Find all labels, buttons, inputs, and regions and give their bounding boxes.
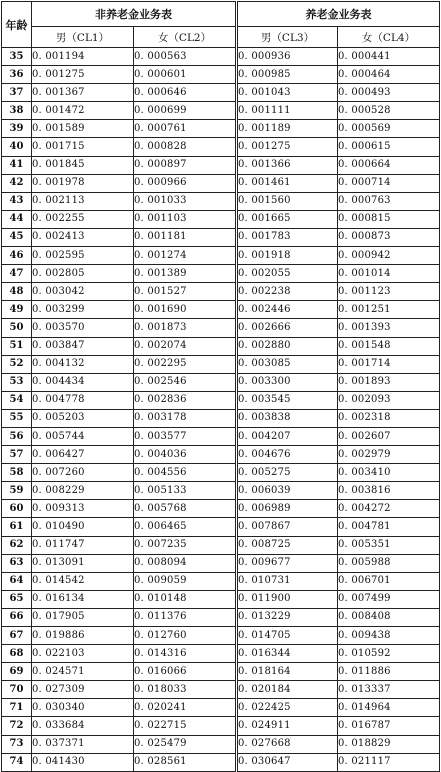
rate-cell-cl3: 0. 018164 (237, 663, 338, 681)
rate-cell-cl4: 0. 001893 (338, 373, 440, 391)
rate-cell-cl1: 0. 010490 (32, 518, 134, 536)
rate-cell-cl2: 0. 010148 (134, 590, 237, 608)
rate-cell-cl1: 0. 001367 (32, 84, 134, 102)
rate-cell-cl4: 0. 000873 (338, 228, 440, 246)
rate-cell-cl2: 0. 002074 (134, 337, 237, 355)
table-row (2, 156, 440, 174)
age-cell: 38 (2, 102, 32, 120)
pension-group-header: 养老金业务表 (237, 2, 440, 27)
age-cell: 46 (2, 247, 32, 265)
rate-cell-cl2: 0. 005768 (134, 500, 237, 518)
rate-cell-cl1: 0. 001715 (32, 138, 134, 156)
rate-cell-cl4: 0. 000528 (338, 102, 440, 120)
table-row (2, 446, 440, 464)
rate-cell-cl3: 0. 008725 (237, 536, 338, 554)
rate-cell-cl2: 0. 004036 (134, 446, 237, 464)
age-column-header: 年龄 (2, 2, 32, 48)
rate-cell-cl2: 0. 016066 (134, 663, 237, 681)
rate-cell-cl2: 0. 001690 (134, 301, 237, 319)
rate-cell-cl1: 0. 041430 (32, 753, 134, 771)
rate-cell-cl3: 0. 003545 (237, 391, 338, 409)
mortality-table (1, 1, 440, 772)
table-row (2, 717, 440, 735)
rate-cell-cl1: 0. 001194 (32, 48, 134, 66)
rate-cell-cl1: 0. 033684 (32, 717, 134, 735)
rate-cell-cl2: 0. 001274 (134, 247, 237, 265)
table-row (2, 554, 440, 572)
table-row (2, 48, 440, 66)
rate-cell-cl3: 0. 001918 (237, 247, 338, 265)
rate-cell-cl2: 0. 002836 (134, 391, 237, 409)
age-cell: 51 (2, 337, 32, 355)
non-pension-group-header: 非养老金业务表 (32, 2, 237, 27)
rate-cell-cl4: 0. 000664 (338, 156, 440, 174)
rate-cell-cl4: 0. 000615 (338, 138, 440, 156)
age-cell: 69 (2, 663, 32, 681)
table-row (2, 735, 440, 753)
rate-cell-cl2: 0. 006465 (134, 518, 237, 536)
table-row (2, 518, 440, 536)
rate-cell-cl2: 0. 009059 (134, 572, 237, 590)
rate-cell-cl1: 0. 003570 (32, 319, 134, 337)
rate-cell-cl1: 0. 009313 (32, 500, 134, 518)
rate-cell-cl4: 0. 001123 (338, 283, 440, 301)
rate-cell-cl1: 0. 003042 (32, 283, 134, 301)
rate-cell-cl3: 0. 014705 (237, 627, 338, 645)
rate-cell-cl2: 0. 001873 (134, 319, 237, 337)
rate-cell-cl4: 0. 003816 (338, 482, 440, 500)
rate-cell-cl3: 0. 011900 (237, 590, 338, 608)
rate-cell-cl1: 0. 022103 (32, 645, 134, 663)
age-cell: 39 (2, 120, 32, 138)
table-row (2, 590, 440, 608)
rate-cell-cl3: 0. 001275 (237, 138, 338, 156)
age-cell: 56 (2, 427, 32, 445)
rate-cell-cl4: 0. 011886 (338, 663, 440, 681)
rate-cell-cl3: 0. 005275 (237, 464, 338, 482)
rate-cell-cl2: 0. 000699 (134, 102, 237, 120)
rate-cell-cl2: 0. 018033 (134, 681, 237, 699)
rate-cell-cl2: 0. 001527 (134, 283, 237, 301)
table-row (2, 753, 440, 771)
rate-cell-cl3: 0. 009677 (237, 554, 338, 572)
rate-cell-cl3: 0. 001366 (237, 156, 338, 174)
rate-cell-cl3: 0. 030647 (237, 753, 338, 771)
rate-cell-cl4: 0. 000464 (338, 66, 440, 84)
age-cell: 45 (2, 228, 32, 246)
rate-cell-cl1: 0. 016134 (32, 590, 134, 608)
age-cell: 67 (2, 627, 32, 645)
rate-cell-cl1: 0. 002595 (32, 247, 134, 265)
age-cell: 55 (2, 409, 32, 427)
table-row (2, 301, 440, 319)
rate-cell-cl3: 0. 013229 (237, 608, 338, 626)
rate-cell-cl3: 0. 001783 (237, 228, 338, 246)
rate-cell-cl4: 0. 004272 (338, 500, 440, 518)
table-row (2, 84, 440, 102)
age-cell: 64 (2, 572, 32, 590)
age-cell: 47 (2, 265, 32, 283)
rate-cell-cl3: 0. 001665 (237, 210, 338, 228)
table-row (2, 409, 440, 427)
rate-cell-cl1: 0. 005744 (32, 427, 134, 445)
table-row (2, 627, 440, 645)
rate-cell-cl4: 0. 000942 (338, 247, 440, 265)
rate-cell-cl2: 0. 000897 (134, 156, 237, 174)
age-cell: 71 (2, 699, 32, 717)
age-cell: 62 (2, 536, 32, 554)
rate-cell-cl1: 0. 024571 (32, 663, 134, 681)
age-cell: 61 (2, 518, 32, 536)
rate-cell-cl2: 0. 000966 (134, 174, 237, 192)
age-cell: 60 (2, 500, 32, 518)
rate-cell-cl4: 0. 013337 (338, 681, 440, 699)
table-row (2, 699, 440, 717)
rate-cell-cl1: 0. 005203 (32, 409, 134, 427)
rate-cell-cl1: 0. 001978 (32, 174, 134, 192)
age-cell: 50 (2, 319, 32, 337)
column-header-cl2: 女（CL2） (134, 27, 237, 48)
table-row (2, 608, 440, 626)
rate-cell-cl1: 0. 004132 (32, 355, 134, 373)
rate-cell-cl4: 0. 009438 (338, 627, 440, 645)
table-row (2, 319, 440, 337)
rate-cell-cl1: 0. 002413 (32, 228, 134, 246)
rate-cell-cl2: 0. 007235 (134, 536, 237, 554)
rate-cell-cl3: 0. 006039 (237, 482, 338, 500)
table-row (2, 265, 440, 283)
rate-cell-cl2: 0. 003577 (134, 427, 237, 445)
rate-cell-cl2: 0. 000563 (134, 48, 237, 66)
rate-cell-cl1: 0. 004778 (32, 391, 134, 409)
rate-cell-cl4: 0. 001714 (338, 355, 440, 373)
table-row (2, 373, 440, 391)
age-cell: 52 (2, 355, 32, 373)
rate-cell-cl2: 0. 008094 (134, 554, 237, 572)
rate-cell-cl1: 0. 001589 (32, 120, 134, 138)
rate-cell-cl4: 0. 005988 (338, 554, 440, 572)
rate-cell-cl4: 0. 002979 (338, 446, 440, 464)
rate-cell-cl3: 0. 006989 (237, 500, 338, 518)
rate-cell-cl2: 0. 011376 (134, 608, 237, 626)
rate-cell-cl4: 0. 002318 (338, 409, 440, 427)
rate-cell-cl4: 0. 001014 (338, 265, 440, 283)
rate-cell-cl4: 0. 010592 (338, 645, 440, 663)
age-cell: 70 (2, 681, 32, 699)
rate-cell-cl3: 0. 001189 (237, 120, 338, 138)
table-row (2, 66, 440, 84)
age-cell: 72 (2, 717, 32, 735)
rate-cell-cl3: 0. 001560 (237, 192, 338, 210)
table-row (2, 228, 440, 246)
rate-cell-cl1: 0. 007260 (32, 464, 134, 482)
rate-cell-cl2: 0. 001181 (134, 228, 237, 246)
rate-cell-cl2: 0. 004556 (134, 464, 237, 482)
age-cell: 42 (2, 174, 32, 192)
rate-cell-cl4: 0. 014964 (338, 699, 440, 717)
rate-cell-cl4: 0. 000569 (338, 120, 440, 138)
rate-cell-cl2: 0. 000646 (134, 84, 237, 102)
table-row (2, 663, 440, 681)
rate-cell-cl4: 0. 001251 (338, 301, 440, 319)
table-row (2, 247, 440, 265)
table-row (2, 138, 440, 156)
table-body (2, 48, 440, 772)
rate-cell-cl1: 0. 011747 (32, 536, 134, 554)
rate-cell-cl4: 0. 001393 (338, 319, 440, 337)
table-row (2, 681, 440, 699)
table-row (2, 102, 440, 120)
rate-cell-cl2: 0. 003178 (134, 409, 237, 427)
rate-cell-cl4: 0. 008408 (338, 608, 440, 626)
age-cell: 66 (2, 608, 32, 626)
table-row (2, 192, 440, 210)
rate-cell-cl2: 0. 014316 (134, 645, 237, 663)
rate-cell-cl2: 0. 000828 (134, 138, 237, 156)
rate-cell-cl3: 0. 027668 (237, 735, 338, 753)
rate-cell-cl3: 0. 007867 (237, 518, 338, 536)
table-row (2, 500, 440, 518)
age-cell: 35 (2, 48, 32, 66)
rate-cell-cl3: 0. 016344 (237, 645, 338, 663)
table-row (2, 337, 440, 355)
rate-cell-cl4: 0. 005351 (338, 536, 440, 554)
table-row (2, 210, 440, 228)
rate-cell-cl4: 0. 007499 (338, 590, 440, 608)
rate-cell-cl1: 0. 003847 (32, 337, 134, 355)
table-row (2, 283, 440, 301)
age-cell: 73 (2, 735, 32, 753)
age-cell: 63 (2, 554, 32, 572)
rate-cell-cl3: 0. 024911 (237, 717, 338, 735)
rate-cell-cl4: 0. 018829 (338, 735, 440, 753)
rate-cell-cl4: 0. 021117 (338, 753, 440, 771)
age-cell: 36 (2, 66, 32, 84)
rate-cell-cl4: 0. 001548 (338, 337, 440, 355)
table-row (2, 174, 440, 192)
rate-cell-cl2: 0. 002546 (134, 373, 237, 391)
column-header-cl3: 男（CL3） (237, 27, 338, 48)
rate-cell-cl3: 0. 004676 (237, 446, 338, 464)
rate-cell-cl3: 0. 010731 (237, 572, 338, 590)
age-cell: 54 (2, 391, 32, 409)
rate-cell-cl3: 0. 001111 (237, 102, 338, 120)
rate-cell-cl1: 0. 002805 (32, 265, 134, 283)
age-cell: 41 (2, 156, 32, 174)
table-row (2, 427, 440, 445)
rate-cell-cl2: 0. 001033 (134, 192, 237, 210)
rate-cell-cl3: 0. 000985 (237, 66, 338, 84)
table-row (2, 536, 440, 554)
rate-cell-cl4: 0. 000441 (338, 48, 440, 66)
rate-cell-cl3: 0. 022425 (237, 699, 338, 717)
table-row (2, 464, 440, 482)
age-cell: 53 (2, 373, 32, 391)
age-cell: 48 (2, 283, 32, 301)
table-row (2, 120, 440, 138)
rate-cell-cl1: 0. 004434 (32, 373, 134, 391)
rate-cell-cl1: 0. 027309 (32, 681, 134, 699)
table-row (2, 482, 440, 500)
rate-cell-cl3: 0. 003085 (237, 355, 338, 373)
rate-cell-cl3: 0. 002446 (237, 301, 338, 319)
rate-cell-cl1: 0. 006427 (32, 446, 134, 464)
column-header-cl1: 男（CL1） (32, 27, 134, 48)
rate-cell-cl1: 0. 001275 (32, 66, 134, 84)
table-row (2, 572, 440, 590)
rate-cell-cl4: 0. 000763 (338, 192, 440, 210)
rate-cell-cl3: 0. 002238 (237, 283, 338, 301)
rate-cell-cl2: 0. 005133 (134, 482, 237, 500)
rate-cell-cl1: 0. 003299 (32, 301, 134, 319)
rate-cell-cl2: 0. 002295 (134, 355, 237, 373)
age-cell: 74 (2, 753, 32, 771)
rate-cell-cl4: 0. 000714 (338, 174, 440, 192)
rate-cell-cl3: 0. 002880 (237, 337, 338, 355)
rate-cell-cl2: 0. 000761 (134, 120, 237, 138)
age-cell: 37 (2, 84, 32, 102)
rate-cell-cl1: 0. 001845 (32, 156, 134, 174)
rate-cell-cl3: 0. 000936 (237, 48, 338, 66)
rate-cell-cl1: 0. 037371 (32, 735, 134, 753)
table-row (2, 645, 440, 663)
rate-cell-cl4: 0. 004781 (338, 518, 440, 536)
age-cell: 58 (2, 464, 32, 482)
rate-cell-cl1: 0. 008229 (32, 482, 134, 500)
age-cell: 59 (2, 482, 32, 500)
rate-cell-cl4: 0. 002607 (338, 427, 440, 445)
rate-cell-cl4: 0. 003410 (338, 464, 440, 482)
rate-cell-cl1: 0. 014542 (32, 572, 134, 590)
rate-cell-cl3: 0. 002666 (237, 319, 338, 337)
rate-cell-cl3: 0. 004207 (237, 427, 338, 445)
rate-cell-cl3: 0. 003300 (237, 373, 338, 391)
rate-cell-cl2: 0. 025479 (134, 735, 237, 753)
rate-cell-cl3: 0. 002055 (237, 265, 338, 283)
rate-cell-cl3: 0. 001043 (237, 84, 338, 102)
rate-cell-cl2: 0. 012760 (134, 627, 237, 645)
rate-cell-cl4: 0. 000815 (338, 210, 440, 228)
rate-cell-cl2: 0. 028561 (134, 753, 237, 771)
age-cell: 40 (2, 138, 32, 156)
rate-cell-cl1: 0. 030340 (32, 699, 134, 717)
rate-cell-cl1: 0. 017905 (32, 608, 134, 626)
rate-cell-cl4: 0. 016787 (338, 717, 440, 735)
age-cell: 43 (2, 192, 32, 210)
rate-cell-cl1: 0. 002255 (32, 210, 134, 228)
column-header-cl4: 女（CL4） (338, 27, 440, 48)
rate-cell-cl2: 0. 001389 (134, 265, 237, 283)
table-row (2, 355, 440, 373)
rate-cell-cl2: 0. 000601 (134, 66, 237, 84)
age-cell: 65 (2, 590, 32, 608)
rate-cell-cl4: 0. 006701 (338, 572, 440, 590)
age-cell: 57 (2, 446, 32, 464)
rate-cell-cl2: 0. 001103 (134, 210, 237, 228)
rate-cell-cl4: 0. 000493 (338, 84, 440, 102)
rate-cell-cl4: 0. 002093 (338, 391, 440, 409)
rate-cell-cl3: 0. 001461 (237, 174, 338, 192)
rate-cell-cl1: 0. 002113 (32, 192, 134, 210)
table-row (2, 391, 440, 409)
rate-cell-cl1: 0. 001472 (32, 102, 134, 120)
rate-cell-cl2: 0. 022715 (134, 717, 237, 735)
age-cell: 68 (2, 645, 32, 663)
rate-cell-cl1: 0. 013091 (32, 554, 134, 572)
rate-cell-cl3: 0. 003838 (237, 409, 338, 427)
rate-cell-cl1: 0. 019886 (32, 627, 134, 645)
rate-cell-cl3: 0. 020184 (237, 681, 338, 699)
age-cell: 44 (2, 210, 32, 228)
age-cell: 49 (2, 301, 32, 319)
rate-cell-cl2: 0. 020241 (134, 699, 237, 717)
